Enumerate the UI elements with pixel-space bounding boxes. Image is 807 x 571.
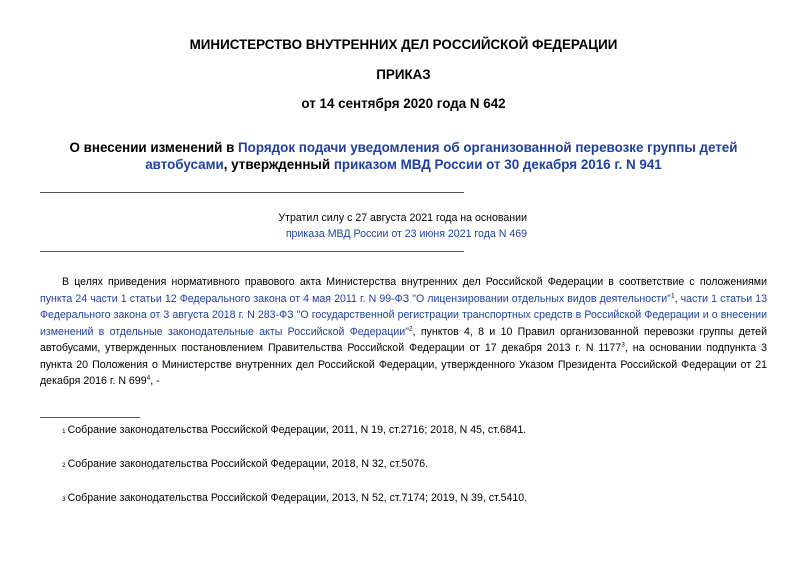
- subject-prefix: О внесении изменений в: [69, 140, 239, 155]
- document-type: ПРИКАЗ: [376, 67, 431, 82]
- status-note-text: Утратил силу с 27 августа 2021 года на основании: [278, 212, 527, 224]
- footnote-text: Собрание законодательства Российской Федерации, 2011, N 19, ст.2716; 2018, N 45, ст.6841.: [67, 424, 527, 436]
- body-part-5: , -: [150, 375, 160, 387]
- footnote-item: [62, 492, 527, 504]
- body-part-2: ,: [674, 292, 681, 305]
- footnote-ref-2[interactable]: 2: [408, 324, 413, 332]
- body-paragraph: [40, 274, 767, 390]
- footnote-number: 3: [62, 496, 66, 503]
- footnote-text: Собрание законодательства Российской Федерации, 2018, N 32, ст.5076.: [67, 458, 429, 470]
- footnote-item: [62, 424, 526, 436]
- footnote-ref-3[interactable]: 3: [621, 341, 625, 349]
- footnote-divider: [40, 417, 140, 418]
- body-link-283fz[interactable]: части 1 статьи 13 Федерального закона от 3 августа 2018 г. N 283-ФЗ "О государственной регистрации транспортных средств в Российской Федерации и о внесении изменений в отдельные законодательные акты Российской Федерации": [40, 292, 768, 338]
- body-part-1: В целях приведения нормативного правового акта Министерства внутренних дел Российской Федерации в соответствие с положениями: [62, 276, 767, 288]
- ministry-title: МИНИСТЕРСТВО ВНУТРЕННИХ ДЕЛ РОССИЙСКОЙ ФЕДЕРАЦИИ: [189, 37, 618, 52]
- subject-middle: , утвержденный: [223, 157, 334, 172]
- status-note-link-wrap: [286, 228, 527, 240]
- body-part-4: , на основании подпункта 3 пункта 20 Положения о Министерстве внутренних дел Российской Федерации, утвержденного Указом Президента Российской Федерации от 21 декабря 2016 г. N 699: [40, 342, 767, 387]
- divider-bottom: [40, 251, 464, 252]
- divider-top: [40, 192, 464, 193]
- footnote-number: 1: [62, 428, 66, 435]
- footnote-number: 2: [62, 462, 66, 469]
- document-date-number: от 14 сентября 2020 года N 642: [301, 96, 506, 111]
- subject-link-order-941[interactable]: приказом МВД России от 30 декабря 2016 г. N 941: [333, 157, 662, 172]
- status-note-link[interactable]: приказа МВД России от 23 июня 2021 года N 469: [285, 228, 527, 240]
- footnote-ref-4[interactable]: 4: [146, 374, 151, 382]
- document-subject: [40, 139, 767, 173]
- footnote-item: [62, 458, 428, 470]
- subject-link-procedure[interactable]: Порядок подачи уведомления об организованной перевозке группы детей автобусами: [145, 140, 738, 172]
- body-link-99fz[interactable]: пункта 24 части 1 статьи 12 Федерального закона от 4 мая 2011 г. N 99-ФЗ "О лицензировании отдельных видов деятельности": [40, 292, 671, 305]
- footnote-text: Собрание законодательства Российской Федерации, 2013, N 52, ст.7174; 2019, N 39, ст.5410.: [67, 492, 528, 504]
- body-part-3: , пунктов 4, 8 и 10 Правил организованной перевозки группы детей автобусами, утвержденных постановлением Правительства Российской Федерации от 17 декабря 2013 г. N 1177: [40, 325, 767, 354]
- footnote-ref-1[interactable]: 1: [670, 291, 675, 299]
